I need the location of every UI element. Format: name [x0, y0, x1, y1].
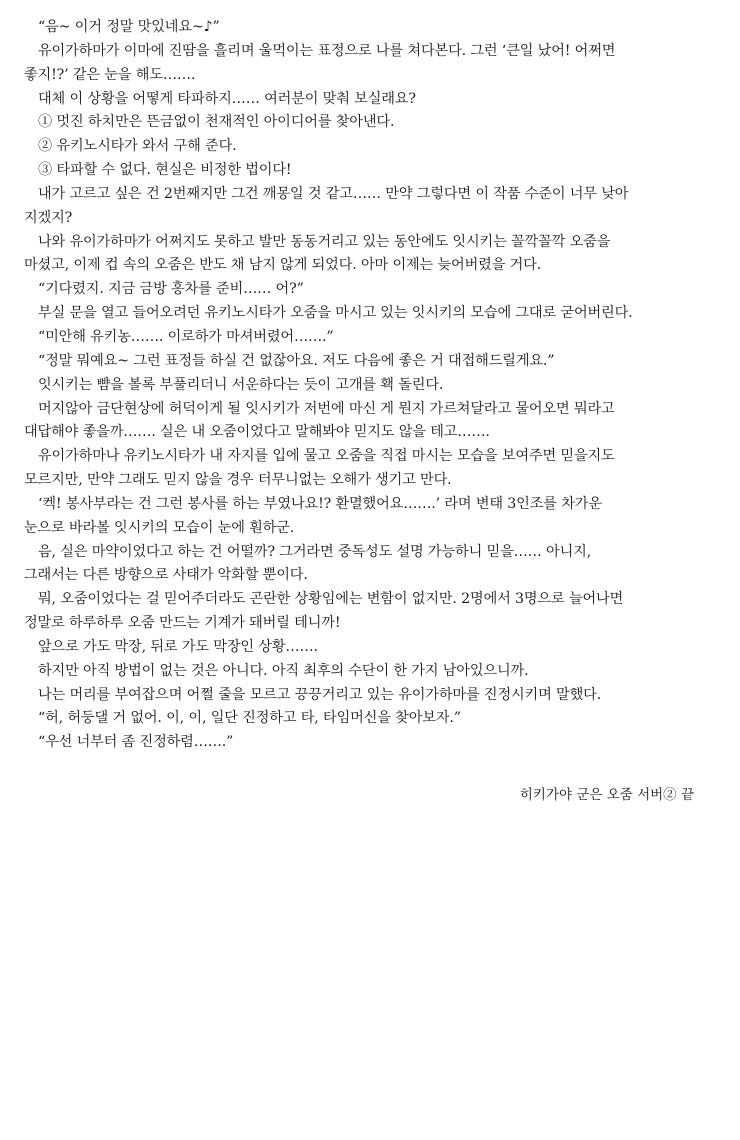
text-line-26: 정말로 하루하루 오줌 만드는 기계가 돼버릴 테니까! [24, 615, 341, 632]
text-line-10: 나와 유이가하마가 어쩌지도 못하고 발만 동동거리고 있는 동안에도 잇시키는 꼴깍꼴깍 오줌을 [38, 233, 611, 250]
text-line-31: “우선 너부터 좀 진정하렴…….” [38, 734, 234, 751]
text-line-7: ③ 타파할 수 없다. 현실은 비정한 법이다! [38, 162, 292, 179]
text-line-22: 눈으로 바라볼 잇시키의 모습이 눈에 훤하군. [24, 519, 295, 536]
text-line-2: 유이가하마가 이마에 진땀을 흘리며 울먹이는 표정으로 나를 쳐다본다. 그런 ‘큰일 났어! 어쩌면 [38, 42, 616, 59]
text-line-9: 지겠지? [24, 209, 73, 226]
text-line-11: 마셨고, 이제 컵 속의 오줌은 반도 채 남지 않게 되었다. 아마 이제는 늦어버렸을 거다. [24, 257, 542, 274]
text-line-5: ① 멋진 하치만은 뜬금없이 천재적인 아이디어를 찾아낸다. [38, 114, 395, 131]
text-line-19: 유이가하마나 유키노시타가 내 자지를 입에 물고 오줌을 직접 마시는 모습을 보여주면 믿을지도 [38, 448, 615, 465]
text-line-1: “음~ 이거 정말 맛있네요~♪” [38, 19, 220, 35]
text-line-25: 뭐, 오줌이었다는 걸 믿어주더라도 곤란한 상황임에는 변함이 없지만. 2명에서 3명으로 늘어나면 [38, 591, 624, 608]
text-line-17: 머지않아 금단현상에 허덕이게 될 잇시키가 저번에 마신 게 뭔지 가르쳐달라고 물어오면 뭐라고 [38, 400, 615, 417]
text-line-15: “정말 뭐예요~ 그런 표정들 하실 건 없잖아요. 저도 다음에 좋은 거 대접해드릴게요.” [38, 352, 555, 369]
text-line-16: 잇시키는 뺨을 볼록 부풀리더니 서운하다는 듯이 고개를 홱 돌린다. [38, 376, 444, 393]
end-mark: 히키가야 군은 오줌 서버② 끝 [519, 787, 694, 803]
text-line-12: “기다렸지. 지금 금방 홍차를 준비…… 어?” [38, 281, 304, 298]
text-line-14: “미안해 유키농……. 이로하가 마셔버렸어…….” [38, 328, 334, 345]
text-line-4: 대체 이 상황을 어떻게 타파하지…… 여러분이 맞춰 보실래요? [38, 90, 416, 107]
text-line-3: 좋지!?’ 같은 눈을 해도……. [24, 66, 196, 83]
text-line-20: 모르지만, 만약 그래도 믿지 않을 경우 터무니없는 오해가 생기고 만다. [24, 472, 452, 489]
body-text [24, 16, 718, 755]
text-line-21: ‘켁! 봉사부라는 건 그런 봉사를 하는 부였나요!? 환멸했어요…….’ 라며 변태 3인조를 차가운 [38, 495, 602, 512]
text-line-13: 부실 문을 열고 들어오려던 유키노시타가 오줌을 마시고 있는 잇시키의 모습에 그대로 굳어버린다. [38, 305, 633, 322]
text-line-23: 음, 실은 마약이었다고 하는 건 어떨까? 그거라면 중독성도 설명 가능하니 믿을…… 아니지, [38, 543, 592, 560]
text-line-28: 하지만 아직 방법이 없는 것은 아니다. 아직 최후의 수단이 한 가지 남아있으니까. [38, 662, 529, 679]
text-line-30: “허, 허둥댈 거 없어. 이, 이, 일단 진정하고 타, 타임머신을 찾아보자.” [38, 710, 461, 727]
text-line-18: 대답해야 좋을까……. 실은 내 오줌이었다고 말해봐야 믿지도 않을 테고……. [24, 424, 490, 441]
text-line-8: 내가 고르고 싶은 건 2번째지만 그건 깨몽일 것 같고…… 만약 그렇다면 이 작품 수준이 너무 낮아 [38, 185, 629, 202]
text-line-24: 그래서는 다른 방향으로 사태가 악화할 뿐이다. [24, 567, 308, 584]
text-line-29: 나는 머리를 부여잡으며 어쩔 줄을 모르고 끙끙거리고 있는 유이가하마를 진정시키며 말했다. [38, 686, 602, 703]
text-line-27: 앞으로 가도 막장, 뒤로 가도 막장인 상황……. [38, 638, 318, 655]
text-line-6: ② 유키노시타가 와서 구해 준다. [38, 138, 237, 155]
